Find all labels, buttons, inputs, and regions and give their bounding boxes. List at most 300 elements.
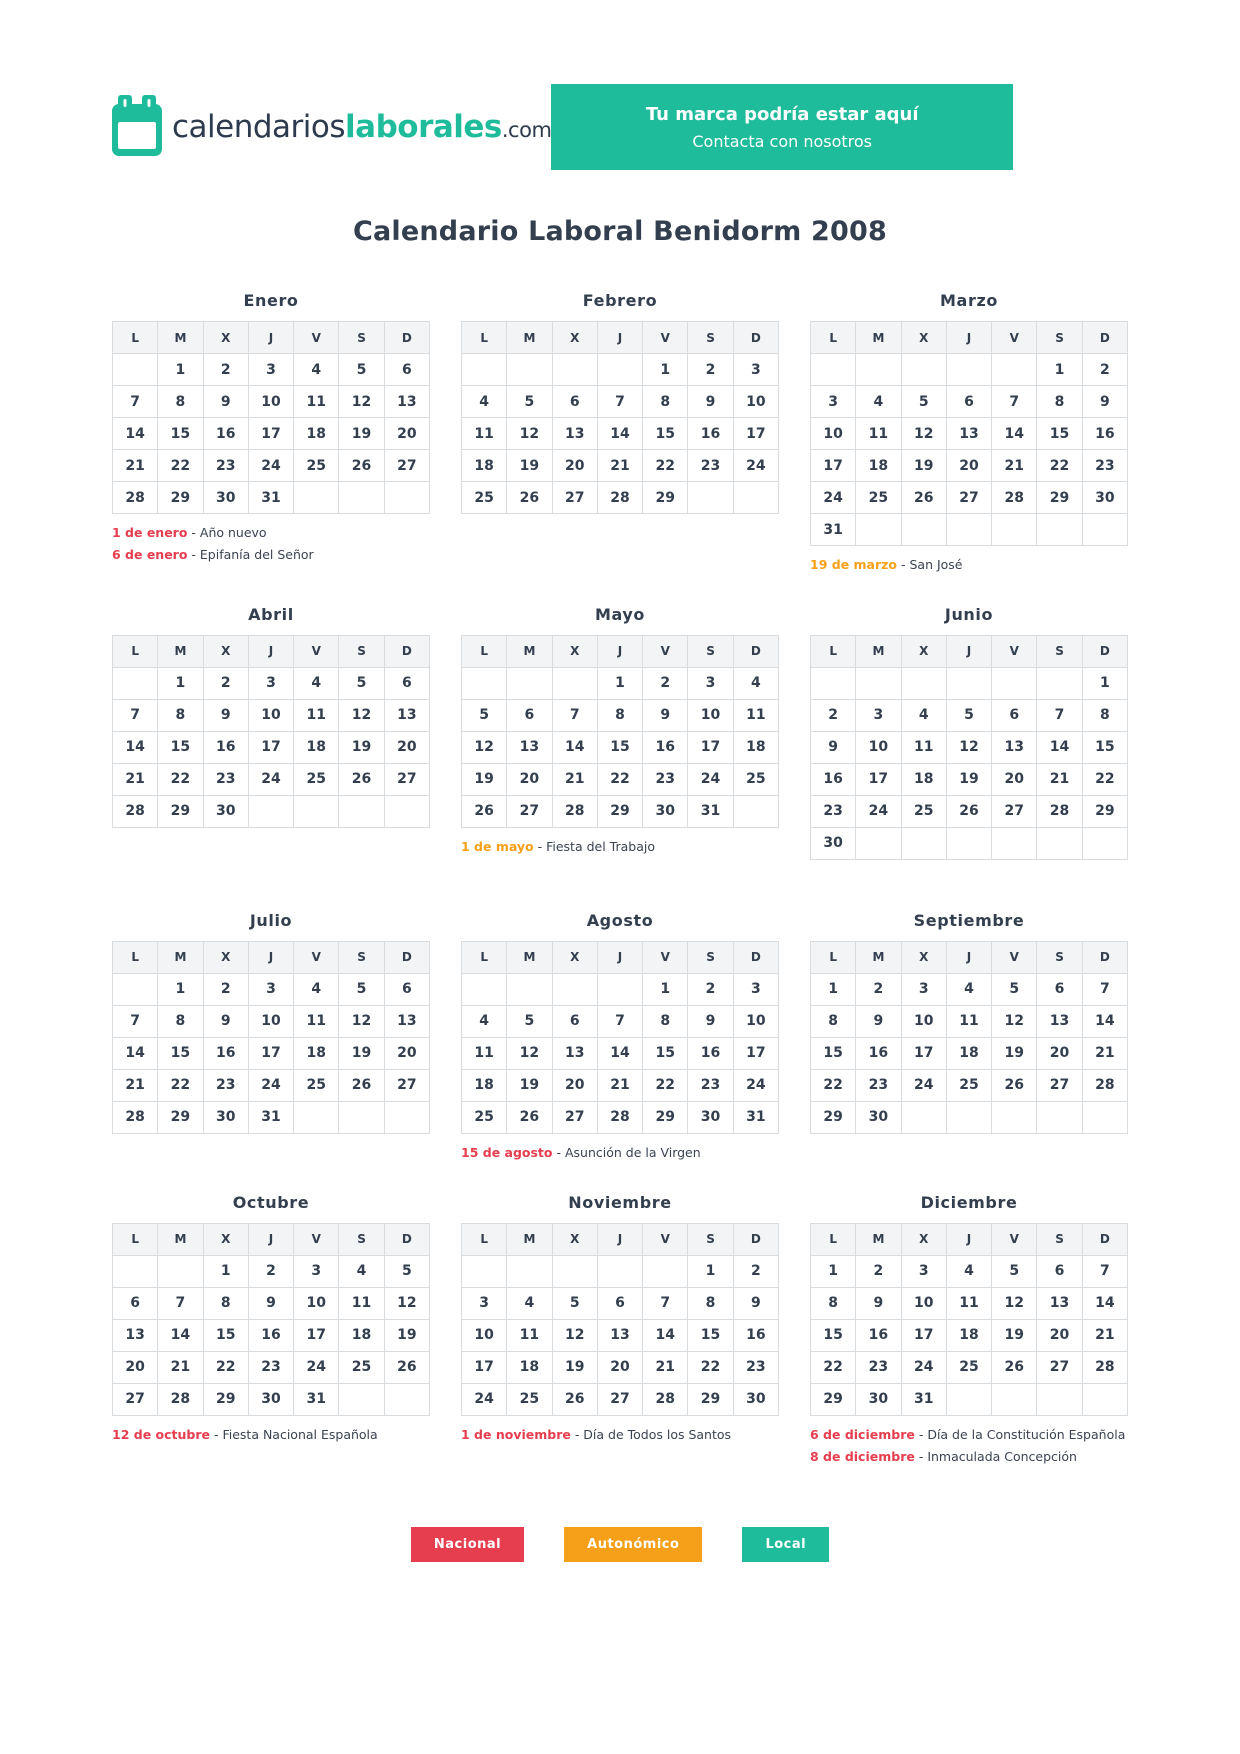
day-cell: 7 (597, 386, 642, 418)
day-cell: 28 (597, 482, 642, 514)
day-cell: 12 (507, 1037, 552, 1069)
day-cell: 4 (339, 1255, 384, 1287)
day-cell: 27 (384, 763, 429, 795)
day-cell: 5 (384, 1255, 429, 1287)
day-cell: 31 (901, 1383, 946, 1415)
empty-cell (339, 795, 384, 827)
day-cell: 7 (1082, 1255, 1127, 1287)
day-cell: 21 (643, 1351, 688, 1383)
day-cell: 23 (203, 450, 248, 482)
empty-cell (992, 667, 1037, 699)
day-cell: 24 (688, 763, 733, 795)
day-cell: 21 (597, 1069, 642, 1101)
empty-cell (552, 1255, 597, 1287)
day-header-x: X (552, 635, 597, 667)
day-cell: 27 (552, 1101, 597, 1133)
day-cell: 24 (248, 450, 293, 482)
empty-cell (856, 667, 901, 699)
day-cell: 11 (294, 386, 339, 418)
day-cell: 24 (811, 482, 856, 514)
day-cell: 17 (901, 1319, 946, 1351)
day-cell: 12 (339, 699, 384, 731)
day-cell: 16 (688, 1037, 733, 1069)
footnote-text: - Día de la Constitución Española (914, 1426, 1126, 1442)
day-cell: 11 (733, 699, 778, 731)
day-cell: 30 (643, 795, 688, 827)
day-header-s: S (1037, 322, 1082, 354)
day-cell: 11 (946, 1287, 991, 1319)
day-header-v: V (643, 1223, 688, 1255)
empty-cell (294, 482, 339, 514)
day-cell: 26 (946, 795, 991, 827)
empty-cell (113, 667, 158, 699)
empty-cell (384, 1383, 429, 1415)
site-logo-text (172, 109, 551, 145)
day-cell: 27 (384, 1069, 429, 1101)
day-cell: 29 (643, 1101, 688, 1133)
day-cell: 25 (856, 482, 901, 514)
day-header-m: M (856, 941, 901, 973)
empty-cell (462, 354, 507, 386)
day-cell: 26 (339, 763, 384, 795)
day-header-m: M (856, 322, 901, 354)
day-cell: 3 (733, 354, 778, 386)
logo-text-regular: calendarios (172, 109, 346, 145)
day-header-m: M (158, 322, 203, 354)
empty-cell (946, 827, 991, 859)
day-cell: 3 (248, 667, 293, 699)
day-cell: 18 (856, 450, 901, 482)
day-cell: 2 (688, 354, 733, 386)
day-cell: 16 (688, 418, 733, 450)
month-title: Octubre (232, 1192, 310, 1212)
day-cell: 23 (811, 795, 856, 827)
day-cell: 17 (733, 418, 778, 450)
day-header-d: D (1082, 941, 1127, 973)
day-header-d: D (1082, 322, 1127, 354)
month-diciembre (810, 1193, 1128, 1471)
day-cell: 4 (294, 354, 339, 386)
day-header-j: J (597, 1223, 642, 1255)
day-header-v: V (294, 941, 339, 973)
day-header-v: V (992, 941, 1037, 973)
day-cell: 4 (901, 699, 946, 731)
day-cell: 24 (248, 1069, 293, 1101)
legend-button-nacional[interactable]: Nacional (411, 1527, 524, 1562)
day-cell: 1 (643, 973, 688, 1005)
month-calendar-table (810, 941, 1128, 1134)
month-title: Enero (243, 291, 299, 310)
footnote-date: 19 de marzo (810, 557, 898, 572)
day-cell: 23 (203, 763, 248, 795)
day-header-x: X (901, 322, 946, 354)
day-cell: 20 (1037, 1037, 1082, 1069)
day-cell: 1 (158, 973, 203, 1005)
day-cell: 15 (158, 1037, 203, 1069)
empty-cell (992, 514, 1037, 546)
day-cell: 9 (856, 1287, 901, 1319)
day-header-m: M (856, 635, 901, 667)
footnote-date: 1 de noviembre (461, 1426, 571, 1442)
month-octubre (112, 1193, 430, 1449)
day-cell: 26 (901, 482, 946, 514)
day-cell: 14 (1082, 1287, 1127, 1319)
day-header-x: X (901, 941, 946, 973)
day-cell: 20 (384, 731, 429, 763)
day-cell: 15 (158, 418, 203, 450)
footnote-date: 6 de enero (112, 546, 188, 562)
day-cell: 20 (1037, 1319, 1082, 1351)
day-cell: 15 (643, 418, 688, 450)
day-header-d: D (384, 322, 429, 354)
day-cell: 10 (733, 386, 778, 418)
empty-cell (811, 354, 856, 386)
day-cell: 18 (901, 763, 946, 795)
day-cell: 12 (946, 731, 991, 763)
empty-cell (688, 482, 733, 514)
empty-cell (946, 354, 991, 386)
day-cell: 30 (203, 482, 248, 514)
day-cell: 27 (384, 450, 429, 482)
footnote-text: - Asunción de la Virgen (552, 1144, 701, 1160)
day-cell: 3 (811, 386, 856, 418)
day-cell: 3 (462, 1287, 507, 1319)
day-cell: 25 (733, 763, 778, 795)
day-header-m: M (507, 1223, 552, 1255)
day-cell: 8 (597, 699, 642, 731)
day-cell: 12 (992, 1005, 1037, 1037)
day-cell: 15 (811, 1037, 856, 1069)
ad-banner[interactable] (551, 84, 1013, 170)
day-cell: 10 (248, 699, 293, 731)
day-cell: 23 (248, 1351, 293, 1383)
day-cell: 21 (597, 450, 642, 482)
day-cell: 3 (733, 973, 778, 1005)
day-cell: 7 (552, 699, 597, 731)
day-cell: 19 (992, 1037, 1037, 1069)
holiday-cell-nacional: 15 (643, 1037, 688, 1069)
month-title: Diciembre (920, 1192, 1018, 1212)
empty-cell (643, 1255, 688, 1287)
day-cell: 19 (507, 450, 552, 482)
day-cell: 9 (688, 386, 733, 418)
day-header-m: M (507, 322, 552, 354)
footnote-date: 15 de agosto (461, 1144, 553, 1160)
day-cell: 15 (1037, 418, 1082, 450)
day-header-d: D (733, 941, 778, 973)
empty-cell (946, 1101, 991, 1133)
day-header-j: J (248, 635, 293, 667)
day-cell: 21 (1082, 1319, 1127, 1351)
day-cell: 26 (339, 1069, 384, 1101)
day-cell: 17 (856, 763, 901, 795)
day-cell: 13 (384, 1005, 429, 1037)
empty-cell (992, 1383, 1037, 1415)
day-cell: 5 (946, 699, 991, 731)
day-cell: 2 (203, 354, 248, 386)
empty-cell (339, 482, 384, 514)
day-cell: 5 (462, 699, 507, 731)
day-cell: 9 (203, 699, 248, 731)
day-cell: 8 (643, 386, 688, 418)
day-cell: 12 (339, 386, 384, 418)
day-cell: 18 (733, 731, 778, 763)
day-cell: 20 (552, 1069, 597, 1101)
day-header-d: D (1082, 635, 1127, 667)
day-cell: 16 (811, 763, 856, 795)
day-header-l: L (811, 635, 856, 667)
day-cell: 30 (733, 1383, 778, 1415)
day-cell: 4 (946, 973, 991, 1005)
holiday-footnote (112, 525, 430, 542)
day-cell: 24 (462, 1383, 507, 1415)
day-cell: 10 (688, 699, 733, 731)
day-cell: 22 (1037, 450, 1082, 482)
day-header-v: V (643, 941, 688, 973)
empty-cell (901, 514, 946, 546)
day-cell: 21 (1082, 1037, 1127, 1069)
legend-button-autonomico[interactable]: Autonómico (564, 1527, 702, 1562)
day-cell: 14 (552, 731, 597, 763)
day-cell: 21 (552, 763, 597, 795)
site-logo[interactable] (112, 98, 551, 156)
day-header-m: M (856, 1223, 901, 1255)
month-footnotes (810, 1427, 1128, 1466)
empty-cell (507, 354, 552, 386)
day-header-l: L (462, 1223, 507, 1255)
day-cell: 2 (856, 1255, 901, 1287)
day-cell: 16 (856, 1037, 901, 1069)
day-cell: 16 (643, 731, 688, 763)
empty-cell (733, 795, 778, 827)
empty-cell (1082, 1383, 1127, 1415)
empty-cell (462, 973, 507, 1005)
day-cell: 22 (158, 450, 203, 482)
day-cell: 26 (384, 1351, 429, 1383)
day-cell: 9 (688, 1005, 733, 1037)
month-footnotes (461, 1145, 779, 1162)
day-cell: 12 (507, 418, 552, 450)
empty-cell (901, 1101, 946, 1133)
day-cell: 4 (507, 1287, 552, 1319)
day-cell: 7 (113, 699, 158, 731)
day-cell: 6 (946, 386, 991, 418)
day-cell: 15 (811, 1319, 856, 1351)
day-cell: 6 (552, 1005, 597, 1037)
month-footnotes (461, 525, 779, 539)
empty-cell (901, 354, 946, 386)
contact-link[interactable]: Contacta con nosotros (692, 131, 873, 151)
holiday-footnote (810, 1427, 1128, 1444)
day-cell: 5 (992, 973, 1037, 1005)
day-cell: 26 (462, 795, 507, 827)
day-cell: 24 (733, 1069, 778, 1101)
day-cell: 23 (1082, 450, 1127, 482)
day-header-v: V (643, 635, 688, 667)
empty-cell (339, 1101, 384, 1133)
day-cell: 17 (733, 1037, 778, 1069)
holiday-cell-nacional: 8 (811, 1287, 856, 1319)
empty-cell (158, 1255, 203, 1287)
day-cell: 19 (507, 1069, 552, 1101)
day-cell: 15 (1082, 731, 1127, 763)
day-cell: 2 (811, 699, 856, 731)
holiday-footnote (810, 557, 1128, 574)
day-cell: 20 (384, 1037, 429, 1069)
logo-text-bold: laborales (345, 109, 502, 145)
day-cell: 22 (158, 763, 203, 795)
day-header-s: S (688, 1223, 733, 1255)
day-cell: 21 (992, 450, 1037, 482)
day-cell: 16 (203, 731, 248, 763)
day-cell: 12 (901, 418, 946, 450)
day-cell: 30 (811, 827, 856, 859)
month-footnotes (112, 1427, 430, 1444)
empty-cell (339, 1383, 384, 1415)
day-header-s: S (339, 322, 384, 354)
day-header-s: S (1037, 635, 1082, 667)
day-header-l: L (462, 322, 507, 354)
empty-cell (1082, 827, 1127, 859)
month-enero (112, 291, 430, 569)
day-cell: 3 (901, 973, 946, 1005)
day-cell: 24 (248, 763, 293, 795)
day-header-m: M (158, 941, 203, 973)
page-title: Calendario Laboral Benidorm 2008 (352, 216, 888, 247)
day-cell: 18 (294, 418, 339, 450)
holiday-footnote (461, 1427, 779, 1444)
month-calendar-table (810, 321, 1128, 546)
empty-cell (946, 667, 991, 699)
day-cell: 7 (1082, 973, 1127, 1005)
day-cell: 1 (1037, 354, 1082, 386)
day-header-l: L (462, 941, 507, 973)
day-cell: 29 (811, 1101, 856, 1133)
day-cell: 18 (462, 450, 507, 482)
day-header-x: X (901, 1223, 946, 1255)
day-cell: 5 (339, 667, 384, 699)
day-cell: 10 (462, 1319, 507, 1351)
day-cell: 1 (158, 667, 203, 699)
day-header-l: L (811, 322, 856, 354)
day-cell: 5 (992, 1255, 1037, 1287)
day-cell: 13 (384, 699, 429, 731)
day-cell: 11 (339, 1287, 384, 1319)
day-cell: 22 (811, 1069, 856, 1101)
day-cell: 14 (113, 731, 158, 763)
holiday-cell-autonomico: 19 (901, 450, 946, 482)
day-header-m: M (507, 635, 552, 667)
day-cell: 31 (248, 482, 293, 514)
month-junio (810, 605, 1128, 885)
empty-cell (1037, 1101, 1082, 1133)
holiday-footnote (810, 1449, 1128, 1466)
day-cell: 10 (901, 1005, 946, 1037)
day-cell: 8 (643, 1005, 688, 1037)
empty-cell (597, 354, 642, 386)
legend-button-local[interactable]: Local (742, 1527, 829, 1562)
day-cell: 21 (113, 763, 158, 795)
day-cell: 5 (552, 1287, 597, 1319)
day-cell: 29 (643, 482, 688, 514)
day-cell: 14 (597, 1037, 642, 1069)
month-title: Febrero (582, 291, 658, 310)
day-cell: 28 (552, 795, 597, 827)
day-cell: 8 (688, 1287, 733, 1319)
month-calendar-table (112, 321, 430, 514)
day-cell: 17 (462, 1351, 507, 1383)
month-title: Noviembre (568, 1192, 672, 1212)
day-cell: 28 (1082, 1069, 1127, 1101)
footnote-date: 8 de diciembre (810, 1448, 915, 1464)
day-cell: 5 (507, 1005, 552, 1037)
day-cell: 31 (688, 795, 733, 827)
day-cell: 15 (158, 731, 203, 763)
day-cell: 2 (1082, 354, 1127, 386)
empty-cell (552, 973, 597, 1005)
day-cell: 15 (597, 731, 642, 763)
footnote-text: - Fiesta Nacional Española (210, 1426, 378, 1442)
day-header-d: D (384, 1223, 429, 1255)
holiday-cell-nacional: 6 (384, 354, 429, 386)
day-cell: 18 (946, 1319, 991, 1351)
month-febrero (461, 291, 779, 539)
empty-cell (507, 667, 552, 699)
day-cell: 7 (113, 386, 158, 418)
day-cell: 29 (203, 1383, 248, 1415)
day-cell: 20 (946, 450, 991, 482)
day-header-j: J (946, 941, 991, 973)
day-cell: 1 (1082, 667, 1127, 699)
day-cell: 18 (462, 1069, 507, 1101)
day-cell: 30 (688, 1101, 733, 1133)
day-cell: 4 (462, 1005, 507, 1037)
month-title: Junio (944, 604, 994, 624)
day-cell: 2 (733, 1255, 778, 1287)
empty-cell (552, 667, 597, 699)
day-cell: 19 (946, 763, 991, 795)
empty-cell (856, 354, 901, 386)
day-cell: 6 (552, 386, 597, 418)
holiday-cell-nacional: 1 (158, 354, 203, 386)
day-header-l: L (811, 941, 856, 973)
day-cell: 9 (643, 699, 688, 731)
day-cell: 18 (507, 1351, 552, 1383)
day-cell: 6 (507, 699, 552, 731)
day-cell: 23 (856, 1351, 901, 1383)
day-cell: 23 (733, 1351, 778, 1383)
day-cell: 26 (992, 1069, 1037, 1101)
day-cell: 23 (856, 1069, 901, 1101)
empty-cell (462, 1255, 507, 1287)
day-header-x: X (203, 941, 248, 973)
day-cell: 25 (462, 1101, 507, 1133)
day-cell: 28 (1082, 1351, 1127, 1383)
footnote-date: 12 de octubre (112, 1426, 210, 1442)
day-cell: 25 (294, 1069, 339, 1101)
day-cell: 24 (901, 1351, 946, 1383)
month-title: Abril (248, 604, 294, 624)
footnote-date: 1 de mayo (461, 838, 534, 854)
holiday-cell-autonomico: 1 (597, 667, 642, 699)
month-noviembre (461, 1193, 779, 1449)
empty-cell (733, 482, 778, 514)
day-header-s: S (339, 941, 384, 973)
day-cell: 2 (688, 973, 733, 1005)
day-cell: 8 (158, 1005, 203, 1037)
empty-cell (901, 667, 946, 699)
day-cell: 4 (856, 386, 901, 418)
